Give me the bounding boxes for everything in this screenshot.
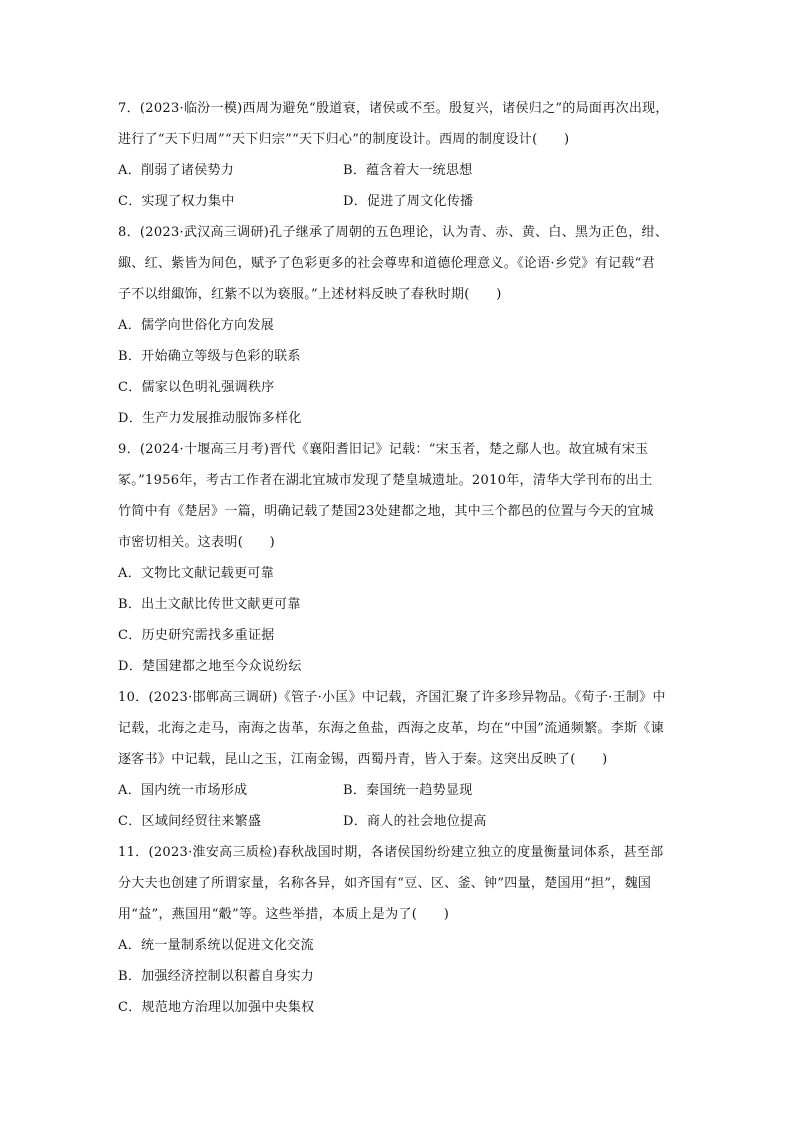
question-stem-line: 竹简中有《楚居》一篇，明确记载了楚国23处建都之地，其中三个都邑的位置与今天的宜城 xyxy=(118,504,654,519)
option-a: A．文物比文献记载更可靠 xyxy=(118,566,274,581)
question-stem-line: 7．(2023·临汾一模)西周为避免“殷道衰，诸侯或不至。殷复兴，诸侯归之”的局面再次出现， xyxy=(118,101,669,116)
question-stem-line: 9．(2024·十堰高三月考)晋代《襄阳耆旧记》记载：“宋玉者，楚之鄢人也。故宜城有宋玉 xyxy=(118,442,649,457)
question-stem-line: 冢。”1956年，考古工作者在湖北宜城市发现了楚皇城遗址。2010年，清华大学刊布的出土 xyxy=(118,473,653,488)
question-stem-line: 11．(2023·淮安高三质检)春秋战国时期，各诸侯国纷纷建立独立的度量衡量词体系，甚至部 xyxy=(118,845,664,860)
option-b: B．蕴含着大一统思想 xyxy=(343,163,473,178)
question-stem-line: 10．(2023·邯郸高三调研)《管子·小匡》中记载，齐国汇聚了许多珍异物品。《荀子·王制》中 xyxy=(118,690,666,705)
option-b: B．加强经济控制以积蓄自身实力 xyxy=(118,969,315,984)
option-a: A．统一量制系统以促进文化交流 xyxy=(118,938,314,953)
option-c: C．规范地方治理以加强中央集权 xyxy=(118,1000,315,1015)
question-stem-line: 市密切相关。这表明( ) xyxy=(118,535,276,550)
question-stem-line: 緅、红、紫皆为间色，赋予了色彩更多的社会尊卑和道德伦理意义。《论语·乡党》有记载“君 xyxy=(118,256,655,271)
option-a: A．削弱了诸侯势力 xyxy=(118,163,235,178)
option-c: C．历史研究需找多重证据 xyxy=(118,628,275,643)
option-d: D．促进了周文化传播 xyxy=(343,194,474,209)
question-stem-line: 逐客书》中记载，昆山之玉，江南金锡，西蜀丹青，皆入于秦。这突出反映了( ) xyxy=(118,752,608,767)
option-b: B．开始确立等级与色彩的联系 xyxy=(118,349,301,364)
question-stem-line: 进行了“天下归周”“天下归宗”“天下归心”的制度设计。西周的制度设计( ) xyxy=(118,132,570,147)
option-a: A．儒学向世俗化方向发展 xyxy=(118,318,274,333)
question-stem-line: 分大夫也创建了所谓家量，名称各异，如齐国有“豆、区、釜、钟”四量，楚国用“担”，魏国 xyxy=(118,876,652,891)
question-stem-line: 记载，北海之走马，南海之齿革，东海之鱼盐，西海之皮革，均在“中国”流通频繁。李斯《谏 xyxy=(118,721,664,736)
option-c: C．区域间经贸往来繁盛 xyxy=(118,814,262,829)
option-b: B．出土文献比传世文献更可靠 xyxy=(118,597,301,612)
option-c: C．儒家以色明礼强调秩序 xyxy=(118,380,275,395)
question-stem-line: 8．(2023·武汉高三调研)孔子继承了周朝的五色理论，认为青、赤、黄、白、黑为正色，绀、 xyxy=(118,225,669,240)
question-stem-line: 用“益”，燕国用“觳”等。这些举措，本质上是为了( ) xyxy=(118,907,450,922)
option-a: A．国内统一市场形成 xyxy=(118,783,248,798)
question-stem-line: 子不以绀緅饰，红紫不以为亵服。”上述材料反映了春秋时期( ) xyxy=(118,287,502,302)
option-d: D．商人的社会地位提高 xyxy=(343,814,487,829)
option-d: D．楚国建都之地至今众说纷纭 xyxy=(118,659,302,674)
option-b: B．秦国统一趋势显现 xyxy=(343,783,473,798)
option-c: C．实现了权力集中 xyxy=(118,194,235,209)
option-d: D．生产力发展推动服饰多样化 xyxy=(118,411,302,426)
